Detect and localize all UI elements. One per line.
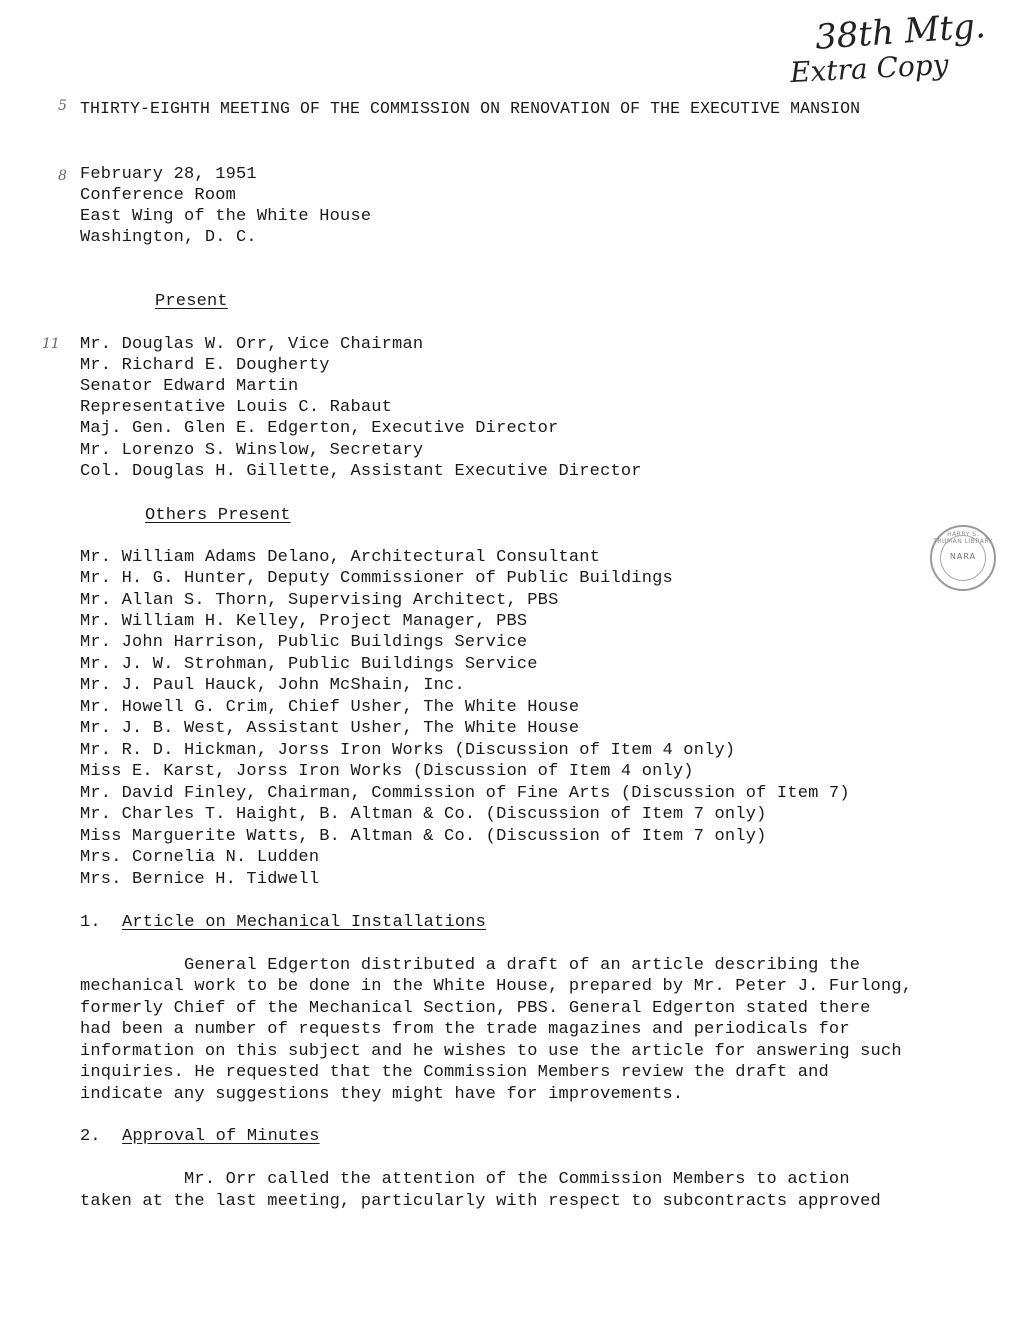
others-present-member: Mr. H. G. Hunter, Deputy Commissioner of Public Buildings bbox=[80, 569, 673, 588]
paragraph-line: indicate any suggestions they might have for improvements. bbox=[80, 1085, 684, 1104]
meeting-room: Conference Room bbox=[80, 186, 237, 205]
handwritten-extra-copy-note: Extra Copy bbox=[789, 47, 950, 90]
stamp-center-text: NARA bbox=[949, 552, 977, 561]
others-present-member: Mr. Howell G. Crim, Chief Usher, The White House bbox=[80, 698, 580, 717]
meeting-city: Washington, D. C. bbox=[80, 228, 257, 247]
paragraph-line: taken at the last meeting, particularly with respect to subcontracts approved bbox=[80, 1192, 881, 1211]
others-present-member: Mr. John Harrison, Public Buildings Service bbox=[80, 633, 528, 652]
paragraph-line: inquiries. He requested that the Commission Members review the draft and bbox=[80, 1063, 829, 1082]
section-number: 2. bbox=[80, 1127, 101, 1146]
others-present-member: Mr. Charles T. Haight, B. Altman & Co. (Discussion of Item 7 only) bbox=[80, 805, 767, 824]
present-member: Senator Edward Martin bbox=[80, 377, 299, 396]
others-present-member: Mr. David Finley, Chairman, Commission of Fine Arts (Discussion of Item 7) bbox=[80, 784, 850, 803]
paragraph-line: formerly Chief of the Mechanical Section, PBS. General Edgerton stated there bbox=[80, 999, 871, 1018]
section-heading: Approval of Minutes bbox=[122, 1127, 320, 1146]
meeting-building: East Wing of the White House bbox=[80, 207, 372, 226]
present-member: Mr. Richard E. Dougherty bbox=[80, 356, 330, 375]
paragraph-line: General Edgerton distributed a draft of an article describing the bbox=[80, 956, 861, 975]
margin-mark-present: 11 bbox=[42, 336, 60, 352]
others-present-member: Miss E. Karst, Jorss Iron Works (Discussion of Item 4 only) bbox=[80, 762, 694, 781]
others-present-member: Mrs. Cornelia N. Ludden bbox=[80, 848, 320, 867]
present-member: Col. Douglas H. Gillette, Assistant Executive Director bbox=[80, 462, 642, 481]
margin-mark-title: 5 bbox=[58, 98, 67, 114]
others-present-heading: Others Present bbox=[145, 506, 291, 525]
paragraph-line: Mr. Orr called the attention of the Commission Members to action bbox=[80, 1170, 850, 1189]
present-member: Maj. Gen. Glen E. Edgerton, Executive Director bbox=[80, 419, 559, 438]
present-heading: Present bbox=[155, 292, 228, 311]
present-member: Mr. Douglas W. Orr, Vice Chairman bbox=[80, 335, 424, 354]
others-present-member: Mr. William Adams Delano, Architectural Consultant bbox=[80, 548, 601, 567]
present-member: Representative Louis C. Rabaut bbox=[80, 398, 393, 417]
document-title: THIRTY-EIGHTH MEETING OF THE COMMISSION ON RENOVATION OF THE EXECUTIVE MANSION bbox=[80, 99, 861, 118]
stamp-arc-text: HARRY S. TRUMAN LIBRARY bbox=[933, 531, 993, 545]
meeting-date: February 28, 1951 bbox=[80, 165, 257, 184]
paragraph-line: had been a number of requests from the trade magazines and periodicals for bbox=[80, 1020, 850, 1039]
others-present-member: Mr. Allan S. Thorn, Supervising Architect, PBS bbox=[80, 591, 559, 610]
section-heading: Article on Mechanical Installations bbox=[122, 913, 487, 932]
others-present-member: Miss Marguerite Watts, B. Altman & Co. (Discussion of Item 7 only) bbox=[80, 827, 767, 846]
section-number: 1. bbox=[80, 913, 101, 932]
paragraph-line: information on this subject and he wishes to use the article for answering such bbox=[80, 1042, 902, 1061]
handwritten-meeting-note: 38th Mtg. bbox=[813, 6, 987, 58]
others-present-member: Mr. J. B. West, Assistant Usher, The White House bbox=[80, 719, 580, 738]
paragraph-line: mechanical work to be done in the White House, prepared by Mr. Peter J. Furlong, bbox=[80, 977, 913, 996]
margin-mark-date: 8 bbox=[58, 168, 67, 184]
others-present-member: Mrs. Bernice H. Tidwell bbox=[80, 870, 320, 889]
library-stamp bbox=[930, 525, 996, 591]
others-present-member: Mr. J. Paul Hauck, John McShain, Inc. bbox=[80, 676, 465, 695]
present-member: Mr. Lorenzo S. Winslow, Secretary bbox=[80, 441, 424, 460]
others-present-member: Mr. William H. Kelley, Project Manager, PBS bbox=[80, 612, 528, 631]
others-present-member: Mr. J. W. Strohman, Public Buildings Service bbox=[80, 655, 538, 674]
others-present-member: Mr. R. D. Hickman, Jorss Iron Works (Discussion of Item 4 only) bbox=[80, 741, 736, 760]
